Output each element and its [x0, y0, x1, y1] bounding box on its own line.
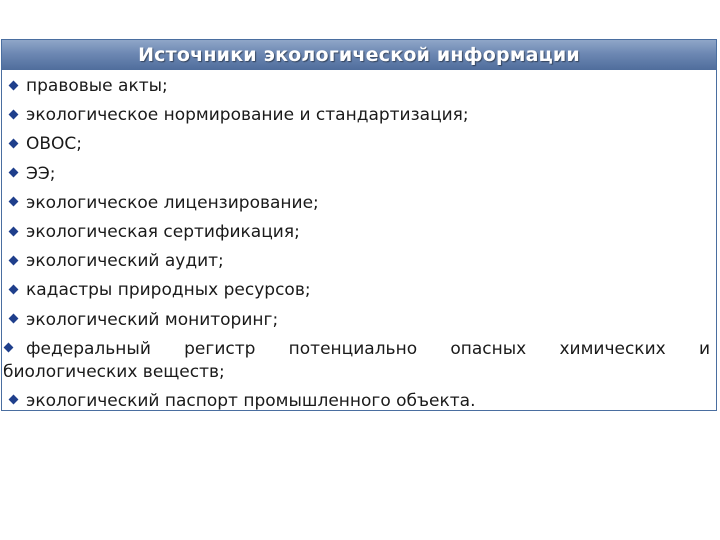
list-item-label: ОВОС;: [26, 134, 83, 155]
list-item: [8, 101, 710, 130]
list-item-label: экологическое нормирование и стандартизация;: [26, 105, 469, 126]
diamond-bullet-icon: [9, 197, 19, 207]
list-item-label: экологическая сертификация;: [26, 222, 300, 243]
list-item-label: экологическое лицензирование;: [26, 192, 319, 213]
info-sources-panel: [1, 39, 717, 411]
list-item: [8, 218, 710, 247]
list-item: [8, 72, 710, 101]
list-item-label: правовые акты;: [26, 76, 168, 96]
list-item: [3, 335, 710, 387]
diamond-bullet-icon: [9, 80, 19, 90]
diamond-bullet-icon: [9, 314, 19, 324]
diamond-bullet-icon: [4, 343, 14, 353]
diamond-bullet-icon: [9, 109, 19, 119]
list-item: [8, 306, 710, 335]
list-item-label: экологический мониторинг;: [26, 309, 279, 330]
diamond-bullet-icon: [9, 284, 19, 294]
diamond-bullet-icon: [9, 255, 19, 265]
list-item: [8, 189, 710, 218]
diamond-bullet-icon: [9, 168, 19, 178]
list-item-label: экологический паспорт промышленного объекта.: [26, 390, 476, 411]
list-item-label: ЭЭ;: [26, 163, 56, 184]
list-item: [8, 387, 710, 416]
diamond-bullet-icon: [9, 138, 19, 148]
list-item-label: федеральный регистр потенциально опасных химических и биологических веществ;: [3, 338, 710, 382]
sources-list: [2, 70, 716, 416]
list-item-label: экологический аудит;: [26, 251, 224, 272]
panel-title: Источники экологической информации: [2, 40, 716, 70]
list-item: [8, 130, 710, 159]
diamond-bullet-icon: [9, 395, 19, 405]
list-item-label: кадастры природных ресурсов;: [26, 280, 311, 301]
list-item: [8, 160, 710, 189]
list-item: [8, 276, 710, 305]
list-item: [8, 247, 710, 276]
diamond-bullet-icon: [9, 226, 19, 236]
